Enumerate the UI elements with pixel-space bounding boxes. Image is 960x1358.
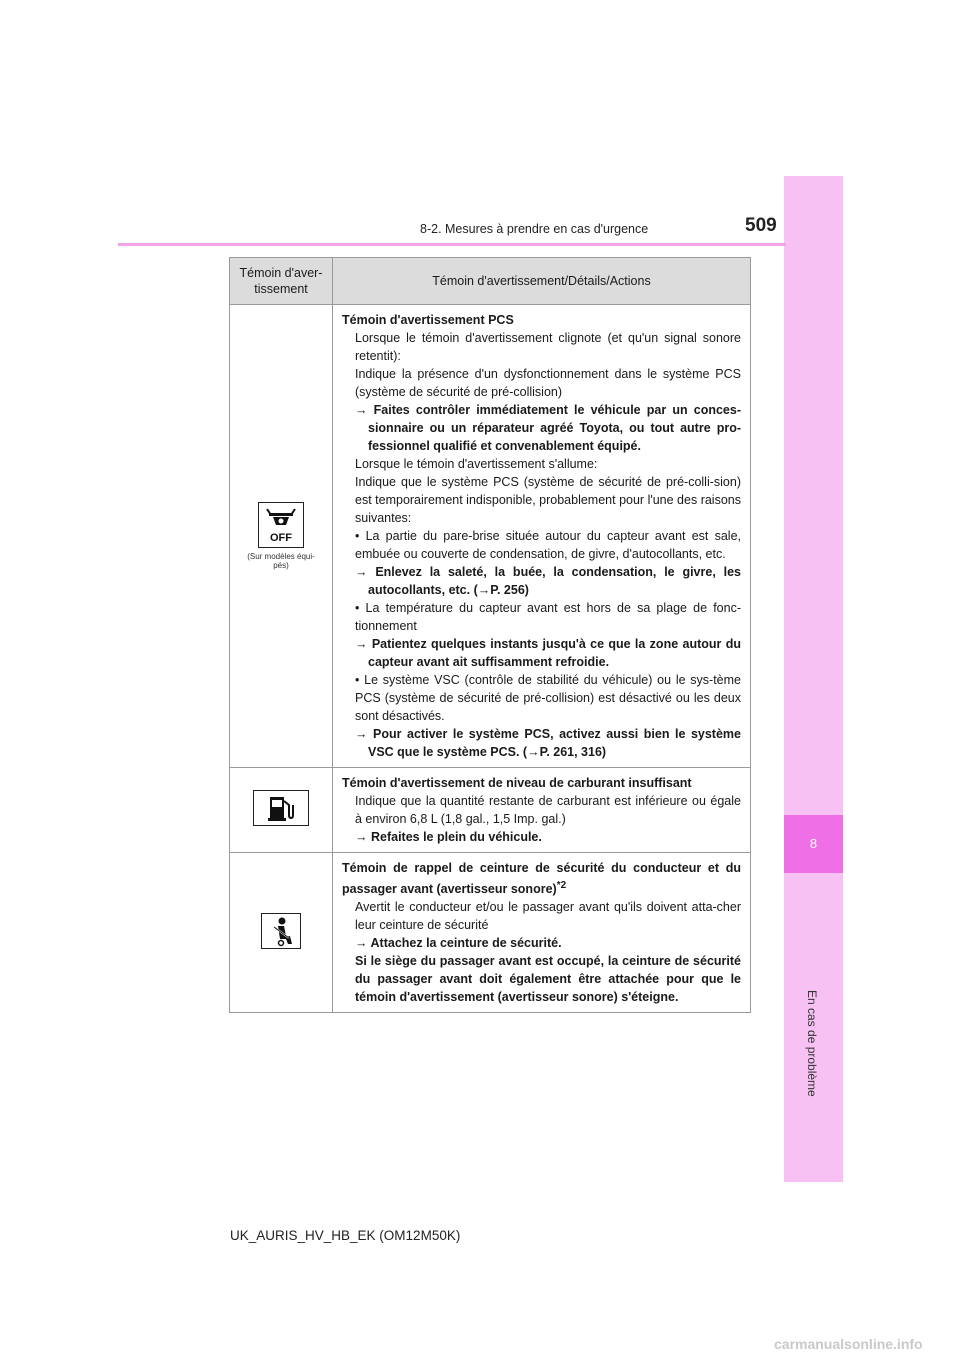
table-row <box>230 768 751 853</box>
col2-header: Témoin d'avertissement/Détails/Actions <box>333 258 751 305</box>
watermark: carmanualsonline.info <box>774 1336 923 1352</box>
footnote-marker: *2 <box>556 880 567 891</box>
section-title: 8-2. Mesures à prendre en cas d'urgence <box>420 222 649 236</box>
seatbelt-title-text: Témoin de rappel de ceinture de sécurité du conducteur et du passager avant (avertisseur sonore) <box>342 861 741 897</box>
table-row <box>230 853 751 1013</box>
pcs-off-icon <box>258 502 304 548</box>
table-header-row <box>230 258 751 305</box>
table-row <box>230 305 751 768</box>
chapter-number: 8 <box>784 815 843 873</box>
detail-line: Indique que la quantité restante de carburant est inférieure ou égale à environ 6,8 L (1,8 gal., 1,5 Imp. gal.) <box>355 794 741 826</box>
detail-line: Indique que le système PCS (système de sécurité de pré-colli-sion) est temporairement indisponible, probablement pour l'une des raisons suivantes: <box>355 475 741 525</box>
detail-line: Lorsque le témoin d'avertissement clignote (et qu'un signal sonore retentit): <box>355 331 741 363</box>
pcs-note: (Sur modèles équi- pés) <box>247 552 315 570</box>
fuel-pump-icon <box>253 790 309 826</box>
col1-header: Témoin d'aver- tissement <box>230 258 333 305</box>
action-line: → Refaites le plein du véhicule. <box>355 830 542 844</box>
detail-line: Indique la présence d'un dysfonctionnement dans le système PCS (système de sécurité de pré-collision) <box>355 367 741 399</box>
chapter-label: En cas de problème <box>805 990 819 1097</box>
page-number: 509 <box>745 215 777 236</box>
action-line: Si le siège du passager avant est occupé, la ceinture de sécurité du passager avant doit également être attachée pour que le témoin d'avertissement (avertisseur sonore) s'éteigne. <box>355 954 741 1005</box>
action-line: → Patientez quelques instants jusqu'à ce que la zone autour du capteur avant ait suffisamment refroidie. <box>355 637 741 669</box>
bullet-line: • La température du capteur avant est hors de sa plage de fonc-tionnement <box>355 601 741 633</box>
pcs-details <box>333 305 751 768</box>
seatbelt-details <box>333 853 751 1013</box>
fuel-title: Témoin d'avertissement de niveau de carburant insuffisant <box>342 776 692 790</box>
pcs-icon-cell <box>230 305 333 768</box>
detail-line: Avertit le conducteur et/ou le passager avant qu'ils doivent atta-cher leur ceinture de sécurité <box>355 900 741 933</box>
fuel-details <box>333 768 751 853</box>
action-line: → Pour activer le système PCS, activez aussi bien le système VSC que le système PCS. (→P. 261, 316) <box>355 727 741 759</box>
detail-line: Lorsque le témoin d'avertissement s'allume: <box>355 457 598 471</box>
seatbelt-icon <box>261 913 301 949</box>
header-divider <box>118 243 786 246</box>
pcs-off-label: OFF <box>270 532 292 544</box>
action-line: → Attachez la ceinture de sécurité. <box>355 936 562 951</box>
seatbelt-title <box>342 859 741 898</box>
action-line: → Enlevez la saleté, la buée, la condensation, le givre, les autocollants, etc. (→P. 256) <box>355 565 741 597</box>
seatbelt-icon-cell <box>230 853 333 1013</box>
fuel-icon-cell <box>230 768 333 853</box>
warning-light-table <box>229 257 751 1013</box>
bullet-line: • Le système VSC (contrôle de stabilité du véhicule) ou le sys-tème PCS (système de sécurité de pré-collision) est désactivé ou les deux sont désactivés. <box>355 673 741 723</box>
pcs-title: Témoin d'avertissement PCS <box>342 313 514 327</box>
bullet-line: • La partie du pare-brise située autour du capteur avant est sale, embuée ou couverte de condensation, de givre, d'autocollants, etc. <box>355 529 741 561</box>
document-code: UK_AURIS_HV_HB_EK (OM12M50K) <box>230 1228 461 1243</box>
action-line: → Faites contrôler immédiatement le véhicule par un conces-sionnaire ou un réparateur agréé Toyota, ou tout autre pro-fessionnel qualifié et convenablement équipé. <box>355 403 741 453</box>
